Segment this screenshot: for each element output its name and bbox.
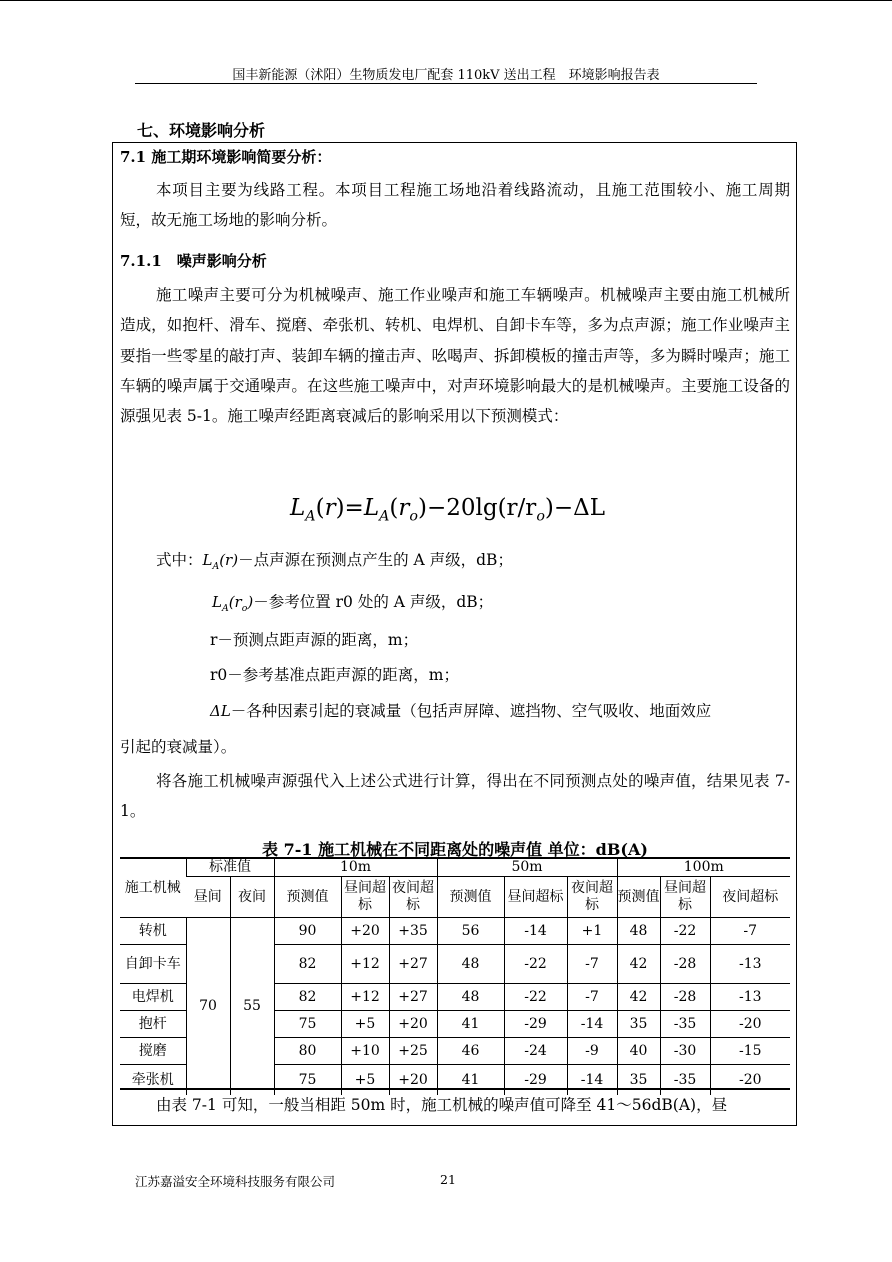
footer-page-number: 21 bbox=[440, 1172, 456, 1187]
cell-machine: 自卸卡车 bbox=[120, 945, 186, 984]
table-cell: 48 bbox=[437, 945, 504, 984]
table-cell: +10 bbox=[341, 1038, 389, 1065]
table-cell: -15 bbox=[710, 1038, 790, 1065]
table-cell: +20 bbox=[389, 1011, 437, 1038]
table-cell: -14 bbox=[504, 918, 567, 945]
table-cell: 80 bbox=[274, 1038, 341, 1065]
cell-standard-day: 70 bbox=[186, 918, 230, 1096]
section-title: 七、环境影响分析 bbox=[137, 121, 266, 140]
definition-5: ΔL－各种因素引起的衰减量（包括声屏障、遮挡物、空气吸收、地面效应 bbox=[210, 702, 712, 720]
header-nightover-10m: 夜间超标 bbox=[389, 877, 437, 918]
subsection-7-1: 7.1 施工期环境影响简要分析： bbox=[120, 148, 332, 166]
header-pred-100m: 预测值 bbox=[617, 877, 660, 918]
table-cell: -22 bbox=[504, 945, 567, 984]
definition-2: $L_A(r_o)-$参考位置 r0 处的 A 声级，dB； bbox=[212, 593, 494, 614]
definition-3: r－预测点距声源的距离，m； bbox=[210, 631, 419, 649]
subsection-7-1-1: 7.1.1 噪声影响分析 bbox=[120, 252, 267, 270]
table-cell: -7 bbox=[567, 984, 617, 1011]
header-dayover-10m: 昼间超标 bbox=[341, 877, 389, 918]
table-cell: -30 bbox=[660, 1038, 710, 1065]
table-cell: +5 bbox=[341, 1065, 389, 1096]
table-cell: 41 bbox=[437, 1011, 504, 1038]
cell-machine: 电焊机 bbox=[120, 984, 186, 1011]
cell-machine: 转机 bbox=[120, 918, 186, 945]
cell-machine: 搅磨 bbox=[120, 1038, 186, 1065]
table-cell: -35 bbox=[660, 1011, 710, 1038]
table-cell: -28 bbox=[660, 984, 710, 1011]
table-cell: -35 bbox=[660, 1065, 710, 1096]
header-50m: 50m bbox=[437, 858, 617, 877]
header-rule bbox=[135, 83, 757, 84]
definition-1: 式中：$L_A(r)-$点声源在预测点产生的 A 声级，dB； bbox=[156, 551, 513, 572]
footer-company: 江苏嘉溢安全环境科技服务有限公司 bbox=[135, 1174, 336, 1189]
table-cell: 48 bbox=[437, 984, 504, 1011]
header-dayover-100m: 昼间超标 bbox=[660, 877, 710, 918]
table-cell: -20 bbox=[710, 1065, 790, 1096]
table-cell: +20 bbox=[341, 918, 389, 945]
table-cell: +35 bbox=[389, 918, 437, 945]
cell-standard-night: 55 bbox=[230, 918, 274, 1096]
table-cell: -29 bbox=[504, 1065, 567, 1096]
cell-machine: 牵张机 bbox=[131, 1071, 174, 1088]
table-cell: +1 bbox=[567, 918, 617, 945]
page-header: 国丰新能源（沭阳）生物质发电厂配套 110kV 送出工程 环境影响报告表 bbox=[232, 68, 660, 83]
table-cell: +27 bbox=[389, 984, 437, 1011]
table-cell: 42 bbox=[617, 945, 660, 984]
table-cell: +20 bbox=[389, 1065, 437, 1096]
paragraph-2: 施工噪声主要可分为机械噪声、施工作业噪声和施工车辆噪声。机械噪声主要由施工机械所造成，如抱杆、滑车、搅磨、牵张机、转机、电焊机、自卸卡车等，多为点声源；施工作业噪声主要指一些零星的敲打声、装卸车辆的撞击声、吆喝声、拆卸模板的撞击声等，多为瞬时噪声；施工车辆的噪声属于交通噪声。在这些施工噪声中，对声环境影响最大的是机械噪声。主要施工设备的源强见表 5-1。施工噪声经距离衰减后的影响采用以下预测模式： bbox=[120, 286, 790, 426]
table-cell: 35 bbox=[617, 1065, 660, 1096]
header-nightover-50m: 夜间超标 bbox=[567, 877, 617, 918]
table-cell: 42 bbox=[617, 984, 660, 1011]
table-cell: -13 bbox=[710, 984, 790, 1011]
cell-machine: 抱杆 bbox=[120, 1011, 186, 1038]
header-10m: 10m bbox=[274, 858, 437, 877]
table-cell: +27 bbox=[389, 945, 437, 984]
table-cell: -28 bbox=[660, 945, 710, 984]
table-cell: -9 bbox=[567, 1038, 617, 1065]
table-cell: 90 bbox=[274, 918, 341, 945]
table-cell: 48 bbox=[617, 918, 660, 945]
header-night: 夜间 bbox=[230, 877, 274, 918]
table-cell: -13 bbox=[710, 945, 790, 984]
table-cell: -22 bbox=[660, 918, 710, 945]
table-cell: 46 bbox=[437, 1038, 504, 1065]
header-standard: 标准值 bbox=[186, 858, 274, 877]
noise-formula: $L_A(r)=L_A(r_o)-20\lg(r/r_o)-\Delta L$ bbox=[290, 495, 606, 525]
table-cell: -20 bbox=[710, 1011, 790, 1038]
top-border bbox=[0, 0, 892, 1]
table-row bbox=[120, 918, 790, 945]
header-dayover-50m: 昼间超标 bbox=[504, 877, 567, 918]
header-100m: 100m bbox=[617, 858, 790, 877]
definition-4: r0－参考基准点距声源的距离，m； bbox=[210, 666, 459, 684]
table-caption: 表 7-1 施工机械在不同距离处的噪声值 单位：dB(A) bbox=[262, 840, 648, 859]
table-cell: +12 bbox=[341, 945, 389, 984]
table-cell: -7 bbox=[710, 918, 790, 945]
noise-table bbox=[120, 857, 790, 1095]
table-cell: +25 bbox=[389, 1038, 437, 1065]
table-cell: 75 bbox=[274, 1065, 341, 1096]
table-cell: 41 bbox=[437, 1065, 504, 1096]
header-machine: 施工机械 bbox=[120, 858, 186, 918]
header-pred-10m: 预测值 bbox=[274, 877, 341, 918]
table-cell: 35 bbox=[617, 1011, 660, 1038]
table-cell: -22 bbox=[504, 984, 567, 1011]
table-cell: -29 bbox=[504, 1011, 567, 1038]
header-pred-50m: 预测值 bbox=[437, 877, 504, 918]
paragraph-1: 本项目主要为线路工程。本项目工程施工场地沿着线路流动，且施工范围较小、施工周期短，故无施工场地的影响分析。 bbox=[120, 181, 790, 230]
table-cell: 40 bbox=[617, 1038, 660, 1065]
header-day: 昼间 bbox=[186, 877, 230, 918]
table-cell: 82 bbox=[274, 945, 341, 984]
paragraph-4: 由表 7-1 可知，一般当相距 50m 时，施工机械的噪声值可降至 41～56dB(A)，昼 bbox=[156, 1096, 728, 1114]
paragraph-3: 将各施工机械噪声源强代入上述公式进行计算，得出在不同预测点处的噪声值，结果见表 7-1。 bbox=[120, 772, 790, 821]
table-cell: 75 bbox=[274, 1011, 341, 1038]
table-cell: -14 bbox=[567, 1011, 617, 1038]
table-cell: +5 bbox=[341, 1011, 389, 1038]
table-cell: -24 bbox=[504, 1038, 567, 1065]
table-cell: 82 bbox=[274, 984, 341, 1011]
header-nightover-100m: 夜间超标 bbox=[710, 877, 790, 918]
table-cell: 56 bbox=[437, 918, 504, 945]
definition-5-cont: 引起的衰减量）。 bbox=[120, 738, 237, 756]
table-cell: +12 bbox=[341, 984, 389, 1011]
table-cell: -7 bbox=[567, 945, 617, 984]
table-cell: -14 bbox=[567, 1065, 617, 1096]
